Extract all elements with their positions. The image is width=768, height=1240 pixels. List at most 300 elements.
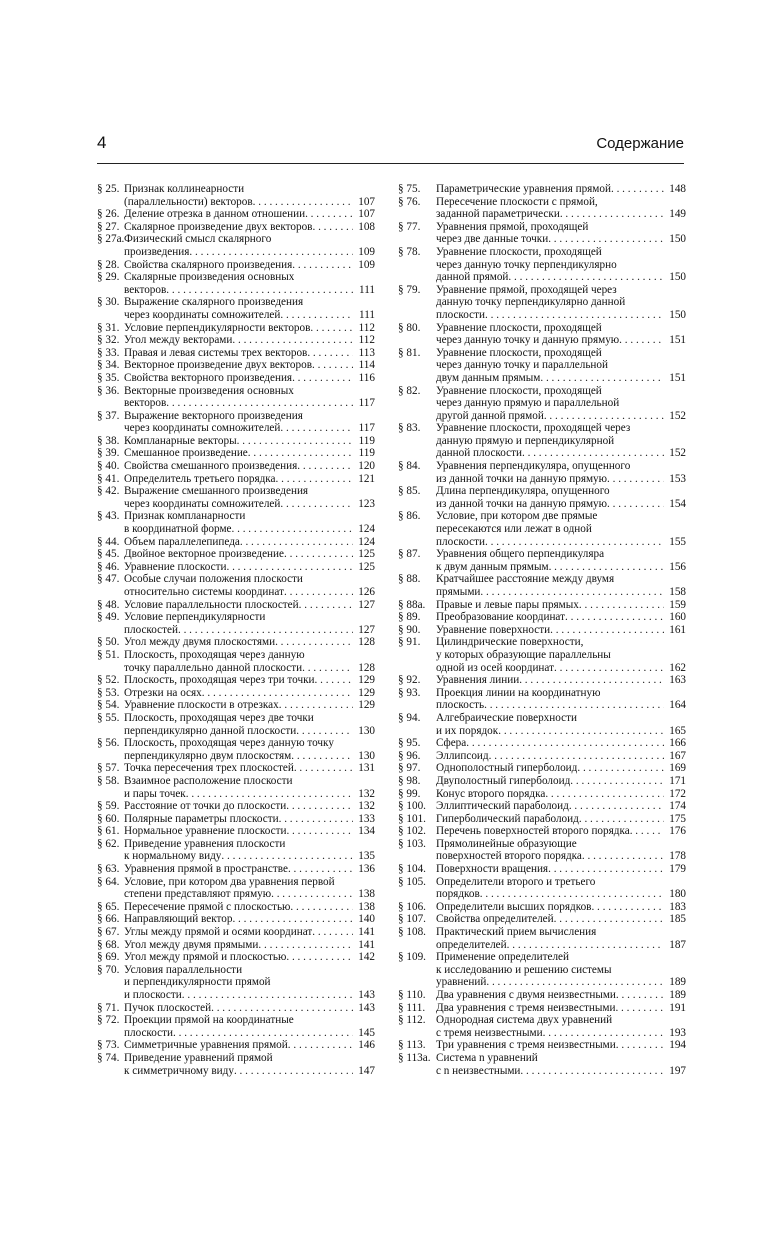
page-ref: 134 <box>358 825 375 838</box>
toc-entry <box>398 1014 686 1039</box>
section-number: § 67. <box>97 926 120 939</box>
page-ref: 108 <box>358 220 375 233</box>
toc-entry <box>97 674 375 687</box>
page-ref: 143 <box>358 1001 375 1014</box>
dot-leader <box>498 725 664 738</box>
page-ref: 123 <box>358 497 375 510</box>
page-ref: 136 <box>358 863 375 876</box>
section-number: § 49. <box>97 611 120 624</box>
section-number: § 51. <box>97 648 120 661</box>
toc-entry <box>97 1039 375 1052</box>
section-number: § 40. <box>97 460 120 473</box>
entry-title-line: через координаты сомножителей <box>124 497 281 510</box>
toc-entry <box>97 536 375 549</box>
entry-title-line: Уравнение плоскости, проходящей <box>436 346 602 359</box>
section-number: § 77. <box>398 220 421 233</box>
toc-entry <box>97 939 375 952</box>
dot-leader <box>166 397 353 410</box>
dot-leader <box>554 913 664 926</box>
page-ref: 149 <box>669 208 686 221</box>
section-number: § 61. <box>97 825 120 838</box>
entry-title-line: Кратчайшее расстояние между двумя <box>436 573 615 586</box>
section-number: § 30. <box>97 296 120 309</box>
section-number: § 94. <box>398 711 421 724</box>
entry-title-line: другой данной прямой <box>436 409 544 422</box>
entry-title-line: Однородная система двух уравнений <box>436 1014 613 1027</box>
entry-title-line: Перечень поверхностей второго порядка <box>436 825 630 838</box>
page-ref: 143 <box>358 989 375 1001</box>
section-number: § 81. <box>398 346 421 359</box>
section-number: § 80. <box>398 321 421 334</box>
entry-title-line: Уравнение плоскости в отрезках <box>124 699 279 712</box>
page-ref: 114 <box>358 359 375 372</box>
dot-leader <box>302 662 353 675</box>
entry-title-line: Условие перпендикулярности векторов <box>124 321 311 334</box>
section-number: § 42. <box>97 485 120 498</box>
page-ref: 166 <box>669 737 686 750</box>
dot-leader <box>307 347 353 360</box>
dot-leader <box>178 624 353 637</box>
page-ref: 147 <box>358 1064 375 1077</box>
entry-title-line: Гиперболический параболоид <box>436 812 579 825</box>
dot-leader <box>286 800 353 813</box>
entry-title-line: Преобразование координат <box>436 611 565 624</box>
page-ref: 132 <box>358 787 375 800</box>
dot-leader <box>234 1065 353 1078</box>
section-number: § 103. <box>398 837 426 850</box>
dot-leader <box>519 674 664 687</box>
dot-leader <box>543 1027 664 1040</box>
toc-entry <box>97 473 375 486</box>
section-number: § 83. <box>398 422 421 435</box>
section-number: § 90. <box>398 623 421 636</box>
section-number: § 104. <box>398 863 426 876</box>
page-ref: 176 <box>669 825 686 838</box>
section-number: § 96. <box>398 749 421 762</box>
page-ref: 175 <box>669 812 686 825</box>
toc-right-column <box>398 183 686 1077</box>
toc-entry <box>398 913 686 926</box>
dot-leader <box>489 750 664 763</box>
dot-leader <box>211 1002 353 1015</box>
dot-leader <box>619 334 664 347</box>
entry-title-line: Свойства векторного произведения <box>124 371 293 384</box>
toc-entry <box>398 221 686 246</box>
toc-entry <box>97 435 375 448</box>
entry-title-line: с тремя неизвестными <box>436 1026 543 1039</box>
section-number: § 44. <box>97 535 120 548</box>
toc-entry <box>398 385 686 423</box>
toc-entry <box>398 599 686 612</box>
toc-entry <box>398 674 686 687</box>
page-ref: 117 <box>358 397 375 410</box>
section-number: § 108. <box>398 926 426 939</box>
entry-title-line: Векторное произведение двух векторов <box>124 359 312 372</box>
dot-leader <box>288 863 353 876</box>
page-ref: 179 <box>669 863 686 876</box>
toc-entry <box>97 548 375 561</box>
page-ref: 130 <box>358 724 375 737</box>
page-ref: 124 <box>358 523 375 536</box>
page-ref: 169 <box>669 762 686 775</box>
section-number: § 64. <box>97 875 120 888</box>
entry-title-line: данную точку перпендикулярно данной <box>436 296 626 309</box>
section-number: § 79. <box>398 283 421 296</box>
section-number: § 27a. <box>97 233 125 246</box>
entry-title-line: Определители высших порядков <box>436 900 592 913</box>
section-number: § 36. <box>97 384 120 397</box>
toc-entry <box>398 183 686 196</box>
entry-title-line: через координаты сомножителей <box>124 422 281 435</box>
toc-entry <box>97 876 375 901</box>
entry-title-line: Деление отрезка в данном отношении <box>124 208 306 221</box>
toc-entry <box>97 1002 375 1015</box>
entry-title-line: с n неизвестными <box>436 1064 521 1077</box>
entry-title-line: Пересечение плоскости с прямой, <box>436 195 598 208</box>
page-ref: 119 <box>358 447 375 460</box>
toc-entry <box>398 762 686 775</box>
toc-entry <box>97 699 375 712</box>
toc-entry <box>97 762 375 775</box>
section-number: § 84. <box>398 460 421 473</box>
entry-title-line: Нормальное уравнение плоскости <box>124 825 287 838</box>
entry-title-line: через координаты сомножителей <box>124 308 281 321</box>
dot-leader <box>275 636 353 649</box>
toc-entry <box>97 964 375 1002</box>
page-ref: 125 <box>358 548 375 561</box>
page-ref: 142 <box>358 951 375 964</box>
entry-title-line: Уравнение прямой, проходящей через <box>436 283 617 296</box>
entry-title-line: Уравнение плоскости, проходящей <box>436 245 602 258</box>
section-number: § 112. <box>398 1014 426 1027</box>
entry-title-line: плоскости <box>436 535 485 548</box>
section-number: § 33. <box>97 346 120 359</box>
page-ref: 152 <box>669 447 686 460</box>
entry-title-line: к нормальному виду <box>124 850 222 863</box>
page-ref: 151 <box>669 334 686 347</box>
toc-entry <box>97 863 375 876</box>
page-ref: 126 <box>358 586 375 598</box>
toc-entry <box>97 334 375 347</box>
dot-leader <box>237 435 353 448</box>
dot-leader <box>284 548 353 561</box>
section-number: § 88. <box>398 573 421 586</box>
section-number: § 87. <box>398 548 421 561</box>
entry-title-line: Уравнение плоскости, проходящей <box>436 321 602 334</box>
dot-leader <box>296 725 353 738</box>
dot-leader <box>560 208 664 221</box>
page-ref: 164 <box>669 699 686 712</box>
toc-entry <box>97 838 375 863</box>
page-ref: 163 <box>669 674 686 687</box>
page-ref: 109 <box>358 245 375 258</box>
entry-title-line: Уравнения общего перпендикуляра <box>436 548 605 561</box>
toc-entry <box>97 359 375 372</box>
toc-entry <box>97 926 375 939</box>
entry-title-line: одной из осей координат <box>436 661 554 674</box>
entry-title-line: Свойства определителей <box>436 913 554 926</box>
page-ref: 150 <box>669 308 686 321</box>
entry-title-line: (параллельности) векторов <box>124 195 253 208</box>
entry-title-line: Условия параллельности <box>124 963 243 976</box>
section-number: § 88a. <box>398 598 426 611</box>
entry-title-line: Практический прием вычисления <box>436 926 597 939</box>
dot-leader <box>544 410 664 423</box>
toc-entry <box>97 233 375 258</box>
section-number: § 110. <box>398 989 426 1001</box>
entry-title-line: порядков <box>436 888 480 901</box>
page-ref: 141 <box>358 938 375 951</box>
section-number: § 72. <box>97 1014 120 1027</box>
entry-title-line: и перпендикулярности прямой <box>124 976 271 989</box>
section-number: § 43. <box>97 510 120 523</box>
entry-title-line: Угол между двумя плоскостями <box>124 636 276 649</box>
entry-title-line: Три уравнения с тремя неизвестными <box>436 1039 616 1052</box>
entry-title-line: Два уравнения с тремя неизвестными <box>436 1001 616 1014</box>
entry-title-line: пересекаются или лежат в одной <box>436 523 592 536</box>
page-ref: 133 <box>358 812 375 825</box>
entry-title-line: перпендикулярно двум плоскостям <box>124 749 292 762</box>
section-number: § 28. <box>97 258 120 271</box>
dot-leader <box>286 825 353 838</box>
page-ref: 150 <box>669 271 686 284</box>
page-ref: 129 <box>358 699 375 712</box>
dot-leader <box>570 775 664 788</box>
entry-title-line: Скалярное произведение двух векторов <box>124 220 313 233</box>
toc-entry <box>398 737 686 750</box>
section-number: § 102. <box>398 825 426 838</box>
section-number: § 101. <box>398 812 426 825</box>
page-ref: 148 <box>669 183 686 195</box>
entry-title-line: Правая и левая системы трех векторов <box>124 346 308 359</box>
section-number: § 47. <box>97 573 120 586</box>
page-ref: 129 <box>358 674 375 687</box>
entry-title-line: через данную точку перпендикулярно <box>436 258 617 271</box>
section-number: § 75. <box>398 183 421 195</box>
entry-title-line: Признак компланарности <box>124 510 246 523</box>
toc-entry <box>398 322 686 347</box>
entry-title-line: Уравнение плоскости, проходящей через <box>436 422 631 435</box>
section-number: § 29. <box>97 271 120 284</box>
entry-title-line: Полярные параметры плоскости <box>124 812 279 825</box>
entry-title-line: поверхностей второго порядка <box>436 850 582 863</box>
entry-title-line: Алгебраические поверхности <box>436 711 577 724</box>
entry-title-line: к симметричному виду <box>124 1064 234 1077</box>
toc-entry <box>97 599 375 612</box>
dot-leader <box>253 196 353 209</box>
dot-leader <box>279 813 353 826</box>
dot-leader <box>166 284 353 297</box>
toc-entry <box>97 901 375 914</box>
entry-title-line: данную прямую и перпендикулярной <box>436 434 615 447</box>
page-ref: 153 <box>669 472 686 485</box>
entry-title-line: уравнений <box>436 976 487 989</box>
dot-leader <box>540 372 664 385</box>
entry-title-line: и их порядок <box>436 724 499 737</box>
page-ref: 150 <box>669 233 686 246</box>
dot-leader <box>577 762 664 775</box>
toc-entry <box>398 750 686 763</box>
section-number: § 38. <box>97 434 120 447</box>
toc-entry <box>97 221 375 234</box>
dot-leader <box>226 561 353 574</box>
dot-leader <box>520 1065 664 1078</box>
section-number: § 31. <box>97 321 120 334</box>
toc-entry <box>398 422 686 460</box>
dot-leader <box>591 901 664 914</box>
section-number: § 89. <box>398 611 421 624</box>
toc-entry <box>97 687 375 700</box>
section-number: § 45. <box>97 548 120 561</box>
toc-entry <box>398 636 686 674</box>
entry-title-line: Двуполостный гиперболоид <box>436 774 571 787</box>
entry-title-line: Пучок плоскостей <box>124 1001 212 1014</box>
page-ref: 124 <box>358 535 375 548</box>
toc-entry <box>398 611 686 624</box>
dot-leader <box>507 939 664 952</box>
entry-title-line: Проекция линии на координатную <box>436 686 601 699</box>
dot-leader <box>189 246 353 259</box>
page-ref: 121 <box>358 472 375 485</box>
dot-leader <box>279 699 353 712</box>
toc-entry <box>398 813 686 826</box>
entry-title-line: и пары точек <box>124 787 186 800</box>
dot-leader <box>232 334 353 347</box>
dot-leader <box>284 586 353 599</box>
page-ref: 111 <box>359 283 375 296</box>
entry-title-line: Особые случаи положения плоскости <box>124 573 303 586</box>
section-number: § 52. <box>97 674 120 687</box>
section-number: § 39. <box>97 447 120 460</box>
entry-title-line: Сфера <box>436 737 467 750</box>
dot-leader <box>286 951 353 964</box>
entry-title-line: Система n уравнений <box>436 1051 538 1064</box>
section-number: § 97. <box>398 762 421 775</box>
entry-title-line: у которых образующие параллельны <box>436 648 611 661</box>
entry-title-line: Плоскость, проходящая через данную <box>124 648 305 661</box>
dot-leader <box>173 1027 353 1040</box>
entry-title-line: Прямолинейные образующие <box>436 837 577 850</box>
section-number: § 50. <box>97 636 120 649</box>
toc-entry <box>398 775 686 788</box>
dot-leader <box>280 498 353 511</box>
dot-leader <box>508 271 664 284</box>
section-number: § 34. <box>97 359 120 372</box>
entry-title-line: прямыми <box>436 586 481 598</box>
dot-leader <box>291 750 353 763</box>
dot-leader <box>480 888 664 901</box>
dot-leader <box>248 447 353 460</box>
section-number: § 55. <box>97 711 120 724</box>
page-ref: 138 <box>358 900 375 913</box>
dot-leader <box>616 989 664 1002</box>
dot-leader <box>582 850 664 863</box>
page-ref: 120 <box>358 460 375 473</box>
dot-leader <box>522 447 664 460</box>
dot-leader <box>484 699 664 712</box>
dot-leader <box>232 523 354 536</box>
entry-title-line: Компланарные векторы <box>124 434 237 447</box>
section-number: § 37. <box>97 409 120 422</box>
entry-title-line: и плоскости <box>124 989 182 1001</box>
entry-title-line: Поверхности вращения <box>436 863 549 876</box>
entry-title-line: Направляющий вектор <box>124 913 233 926</box>
entry-title-line: Приведение уравнений прямой <box>124 1051 273 1064</box>
dot-leader <box>310 322 353 335</box>
page-ref: 131 <box>358 762 375 775</box>
toc-entry <box>398 284 686 322</box>
toc-entry <box>97 183 375 208</box>
page-ref: 178 <box>669 850 686 863</box>
entry-title-line: Однополостный гиперболоид <box>436 762 578 775</box>
page-ref: 194 <box>669 1039 686 1052</box>
entry-title-line: Два уравнения с двумя неизвестными <box>436 989 616 1001</box>
toc-entry <box>97 296 375 321</box>
section-number: § 54. <box>97 699 120 712</box>
entry-title-line: из данной точки на данную прямую <box>436 472 607 485</box>
toc-entry <box>97 347 375 360</box>
toc-entry <box>398 687 686 712</box>
toc-left-column <box>97 183 375 1077</box>
toc-entry <box>97 1052 375 1077</box>
section-number: § 27. <box>97 220 120 233</box>
section-number: § 86. <box>398 510 421 523</box>
page-ref: 107 <box>358 208 375 221</box>
entry-title-line: Объем параллелепипеда <box>124 535 240 548</box>
toc-entry <box>97 951 375 964</box>
page-ref: 191 <box>669 1001 686 1014</box>
section-number: § 59. <box>97 800 120 813</box>
dot-leader <box>485 309 664 322</box>
section-number: § 57. <box>97 762 120 775</box>
entry-title-line: Эллиптический параболоид <box>436 800 569 813</box>
page-ref: 159 <box>669 598 686 611</box>
entry-title-line: Векторные произведения основных <box>124 384 294 397</box>
section-number: § 60. <box>97 812 120 825</box>
entry-title-line: Взаимное расположение плоскости <box>124 774 293 787</box>
toc-entry <box>398 548 686 573</box>
toc-entry <box>398 460 686 485</box>
toc-entry <box>398 876 686 901</box>
section-number: § 32. <box>97 334 120 347</box>
entry-title-line: точку параллельно данной плоскости <box>124 661 303 674</box>
section-number: § 91. <box>398 636 421 649</box>
dot-leader <box>315 674 354 687</box>
toc-entry <box>398 989 686 1002</box>
toc-entry <box>97 1014 375 1039</box>
toc-entry <box>398 1002 686 1015</box>
entry-title-line: Выражение векторного произведения <box>124 409 303 422</box>
section-number: § 113a. <box>398 1051 431 1064</box>
toc-entry <box>398 712 686 737</box>
toc-entry <box>398 1052 686 1077</box>
entry-title-line: из данной точки на данную прямую <box>436 497 607 510</box>
entry-title-line: через две данные точки <box>436 233 549 246</box>
dot-leader <box>258 939 353 952</box>
page-ref: 112 <box>358 321 375 334</box>
page-ref: 193 <box>669 1026 686 1039</box>
dot-leader <box>616 1039 664 1052</box>
section-number: § 68. <box>97 938 120 951</box>
entry-title-line: относительно системы координат <box>124 586 284 598</box>
entry-title-line: Плоскость, проходящая через три точки <box>124 674 315 687</box>
page-ref: 197 <box>669 1064 686 1077</box>
toc-entry <box>398 246 686 284</box>
section-number: § 62. <box>97 837 120 850</box>
page-number: 4 <box>97 133 107 152</box>
dot-leader <box>569 800 664 813</box>
entry-title-line: Физический смысл скалярного <box>124 233 272 246</box>
